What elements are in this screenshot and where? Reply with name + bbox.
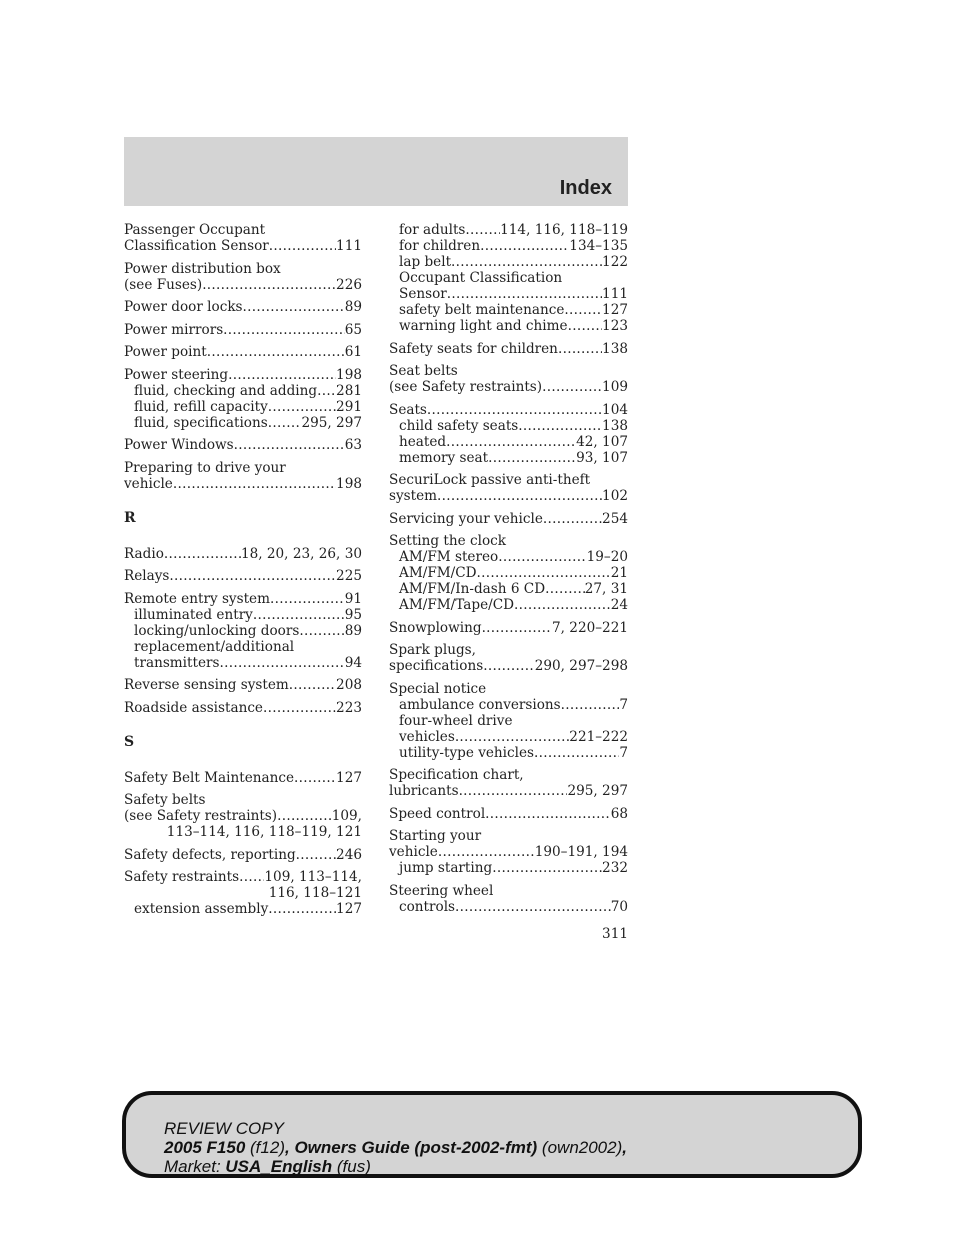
entry-term: warning light and chime	[399, 318, 568, 334]
page-reference: 138	[602, 417, 628, 434]
page-reference: 295, 297	[301, 414, 362, 431]
page-reference: 138	[602, 340, 628, 357]
page-reference: 24	[610, 597, 628, 613]
page-reference: 104	[602, 401, 628, 418]
page-reference: 113–114, 116, 118–119, 121	[166, 824, 362, 840]
page-reference: 70	[610, 898, 628, 915]
dot-leader	[480, 238, 569, 254]
entry-term: extension assembly	[134, 901, 269, 917]
dot-leader	[561, 697, 620, 713]
entry-term: Setting the clock	[389, 533, 506, 549]
page-reference: 61	[344, 344, 362, 360]
entry-term: Specification chart,	[389, 767, 524, 783]
dot-leader	[296, 847, 336, 863]
entry-term: (see Safety restraints)	[124, 808, 278, 824]
entry-term: Spark plugs,	[389, 642, 476, 658]
index-entry	[389, 642, 628, 674]
dot-leader	[543, 511, 602, 527]
page-reference: 246	[336, 846, 362, 863]
entry-term: Reverse sensing system	[124, 677, 289, 693]
index-subentry	[124, 623, 362, 639]
index-entry-continuation	[124, 824, 362, 840]
page-reference: 18, 20, 23, 26, 30	[240, 545, 362, 562]
entry-term: lubricants	[389, 783, 459, 799]
index-entry-line	[389, 341, 628, 357]
page-reference: 198	[336, 366, 362, 383]
index-entry-line	[124, 322, 362, 338]
index-entry	[389, 767, 628, 799]
entry-term: four-wheel drive	[399, 712, 513, 729]
index-entry-line	[389, 828, 628, 844]
entry-term: Power point	[124, 344, 207, 360]
index-entry	[124, 299, 362, 315]
index-entry-line	[124, 238, 362, 254]
page-reference: 225	[336, 568, 362, 584]
index-entry-line	[389, 488, 628, 504]
entry-term: (see Safety restraints)	[389, 379, 543, 395]
page-reference: 27, 31	[584, 581, 628, 597]
index-entry-continuation	[124, 885, 362, 901]
dot-leader	[451, 254, 602, 270]
index-entry-line	[389, 472, 628, 488]
entry-term: Safety belts	[124, 792, 206, 808]
dot-leader	[558, 341, 602, 357]
index-entry-line	[124, 591, 362, 607]
index-entry	[124, 546, 362, 562]
page-reference: 68	[610, 805, 628, 822]
entry-term: Classification Sensor	[124, 238, 269, 254]
dot-leader	[228, 367, 336, 383]
entry-term: utility-type vehicles	[399, 744, 535, 761]
dot-leader	[239, 869, 264, 885]
page-reference: 7	[619, 696, 628, 713]
page-reference: 114, 116, 118–119	[500, 222, 628, 238]
index-entry	[124, 222, 362, 254]
index-entry	[389, 222, 628, 334]
page-number: 311	[602, 926, 628, 942]
index-entry	[389, 511, 628, 527]
dot-leader	[268, 399, 336, 415]
entry-term: vehicle	[124, 475, 173, 492]
entry-term: AM/FM/CD	[399, 565, 477, 581]
entry-term: (see Fuses)	[124, 276, 203, 293]
index-column-left	[124, 222, 362, 924]
index-subentry	[389, 302, 628, 318]
index-entry	[124, 847, 362, 863]
index-entry-line	[124, 222, 362, 238]
index-entry-line	[124, 476, 362, 492]
index-subentry	[389, 899, 628, 915]
entry-term: Seats	[389, 401, 427, 418]
page-reference: 109,	[331, 808, 362, 824]
index-entry-line	[389, 658, 628, 674]
index-subentry	[389, 597, 628, 613]
index-entry	[124, 677, 362, 693]
dot-leader	[173, 476, 336, 492]
index-entry	[389, 828, 628, 876]
index-entry	[124, 869, 362, 917]
index-subentry	[389, 418, 628, 434]
entry-term: controls	[399, 898, 456, 915]
page-reference: 123	[602, 318, 628, 334]
index-subentry	[124, 607, 362, 623]
entry-term: transmitters	[134, 654, 220, 671]
page-reference: 111	[336, 238, 362, 254]
index-entry	[124, 770, 362, 786]
dot-leader	[488, 450, 576, 466]
dot-leader	[514, 597, 611, 613]
entry-term: illuminated entry	[134, 606, 253, 623]
entry-term: ambulance conversions	[399, 696, 561, 713]
index-entry-line	[389, 883, 628, 899]
dot-leader	[437, 488, 602, 504]
dot-leader	[477, 565, 611, 581]
index-subentry	[389, 713, 628, 729]
entry-term: replacement/additional	[134, 638, 295, 655]
index-entry-line	[389, 533, 628, 549]
index-entry-line	[124, 367, 362, 383]
index-entry-line	[124, 792, 362, 808]
index-entry	[389, 533, 628, 613]
dot-leader	[455, 729, 569, 745]
entry-term: fluid, specifications	[134, 414, 268, 431]
dot-leader	[564, 302, 602, 318]
index-entry-line	[124, 677, 362, 693]
entry-term: vehicles	[399, 728, 455, 745]
page-reference: 21	[610, 565, 628, 581]
entry-term: Starting your	[389, 828, 482, 844]
footer-text	[164, 1119, 627, 1176]
index-entry	[124, 322, 362, 338]
page-reference: 254	[602, 510, 628, 527]
dot-leader	[447, 286, 602, 302]
entry-term: heated	[399, 433, 447, 450]
page-reference: 109	[602, 379, 628, 395]
dot-leader	[485, 806, 611, 822]
entry-term: for adults	[399, 222, 466, 238]
entry-term: Safety defects, reporting	[124, 846, 296, 863]
dot-leader	[299, 623, 344, 639]
footer-model-line: 2005 F150 (f12), Owners Guide (post-2002-fmt) (own2002),	[164, 1138, 627, 1157]
entry-term: system	[389, 488, 438, 504]
entry-term: AM/FM/Tape/CD	[399, 597, 514, 613]
index-subentry	[389, 860, 628, 876]
dot-leader	[277, 808, 332, 824]
page-reference: 190–191, 194	[534, 844, 628, 860]
dot-leader	[269, 238, 336, 254]
index-subentry	[124, 639, 362, 655]
index-subentry	[389, 286, 628, 302]
dot-leader	[542, 379, 602, 395]
index-entry	[389, 883, 628, 915]
header-band	[124, 137, 628, 206]
index-entry-line	[389, 620, 628, 636]
entry-term: child safety seats	[399, 417, 519, 434]
index-subentry	[389, 318, 628, 334]
index-entry-line	[124, 299, 362, 315]
entry-term: Servicing your vehicle	[389, 510, 543, 527]
index-entry	[124, 591, 362, 671]
page-reference: 95	[344, 606, 362, 623]
entry-term: locking/unlocking doors	[134, 622, 300, 639]
page-reference: 65	[344, 321, 362, 338]
page-reference: 281	[336, 382, 362, 399]
index-subentry	[124, 399, 362, 415]
dot-leader	[492, 860, 602, 876]
entry-term: Steering wheel	[389, 882, 494, 899]
dot-leader	[534, 745, 619, 761]
dot-leader	[253, 607, 345, 623]
index-subentry	[124, 383, 362, 399]
page-title: Index	[559, 177, 612, 199]
page-reference: 89	[344, 622, 362, 639]
index-entry	[124, 460, 362, 492]
page-reference: 223	[336, 699, 362, 716]
index-entry-line	[124, 770, 362, 786]
index-subentry	[124, 415, 362, 431]
dot-leader	[289, 677, 336, 693]
index-entry-line	[124, 344, 362, 360]
index-entry	[124, 568, 362, 584]
index-entry-line	[124, 437, 362, 453]
dot-leader	[207, 344, 345, 360]
entry-term: Occupant Classification	[399, 270, 563, 286]
page-reference: 91	[344, 590, 362, 607]
index-entry	[389, 620, 628, 636]
index-entry	[124, 700, 362, 716]
footer-review-copy: REVIEW COPY	[164, 1119, 284, 1138]
footer-market-line: Market: USA_English (fus)	[164, 1157, 371, 1176]
entry-term: SecuriLock passive anti-theft	[389, 472, 591, 488]
entry-term: Special notice	[389, 680, 487, 697]
entry-term: fluid, checking and adding	[134, 382, 318, 399]
index-entry-line	[124, 261, 362, 277]
dot-leader	[545, 581, 585, 597]
index-entry	[389, 681, 628, 761]
index-subentry	[389, 222, 628, 238]
page-reference: 122	[602, 254, 628, 270]
index-entry	[389, 402, 628, 466]
dot-leader	[518, 418, 602, 434]
index-entry	[124, 261, 362, 293]
page-reference: 116, 118–121	[268, 885, 362, 901]
dot-leader	[219, 655, 344, 671]
dot-leader	[268, 415, 302, 431]
dot-leader	[455, 899, 611, 915]
index-subentry	[124, 655, 362, 671]
page-reference: 7, 220–221	[552, 619, 628, 636]
dot-leader	[268, 901, 336, 917]
page-reference: 89	[344, 299, 362, 315]
index-entry-line	[124, 808, 362, 824]
dot-leader	[270, 591, 345, 607]
index-subentry	[389, 697, 628, 713]
index-subentry	[389, 434, 628, 450]
dot-leader	[223, 322, 345, 338]
page-reference: 63	[344, 437, 362, 453]
index-entry-line	[124, 568, 362, 584]
page-reference: 109, 113–114,	[264, 869, 362, 885]
dot-leader	[263, 700, 336, 716]
entry-term: Power Windows	[124, 437, 234, 453]
page-reference: 42, 107	[576, 433, 628, 450]
page-reference: 7	[619, 744, 628, 761]
index-entry	[389, 472, 628, 504]
dot-leader	[169, 568, 336, 584]
entry-term: jump starting	[399, 860, 493, 876]
dot-leader	[294, 770, 336, 786]
index-subentry	[389, 565, 628, 581]
page-reference: 134–135	[569, 238, 628, 254]
dot-leader	[427, 402, 602, 418]
index-entry-line	[389, 681, 628, 697]
dot-leader	[202, 277, 336, 293]
entry-term: Radio	[124, 545, 164, 562]
page-reference: 19–20	[586, 549, 628, 565]
page-reference: 295, 297	[567, 783, 628, 799]
dot-leader	[459, 783, 568, 799]
dot-leader	[317, 383, 336, 399]
entry-term: Passenger Occupant	[124, 222, 266, 238]
index-entry	[389, 363, 628, 395]
dot-leader	[243, 299, 345, 315]
entry-term: Power door locks	[124, 299, 243, 315]
page-reference: 93, 107	[576, 449, 628, 466]
index-entry-line	[389, 363, 628, 379]
page-reference: 127	[602, 302, 628, 318]
dot-leader	[483, 658, 535, 674]
page-reference: 290, 297–298	[534, 658, 628, 674]
entry-term: vehicle	[389, 844, 438, 860]
index-entry-line	[124, 546, 362, 562]
entry-term: Roadside assistance	[124, 699, 263, 716]
index-column-right	[389, 222, 628, 921]
dot-leader	[234, 437, 345, 453]
index-entry-line	[389, 806, 628, 822]
index-entry	[124, 367, 362, 431]
index-entry-line	[124, 869, 362, 885]
entry-term: Sensor	[399, 286, 447, 302]
index-subentry	[389, 581, 628, 597]
page-reference: 127	[336, 769, 362, 786]
index-entry	[389, 806, 628, 822]
page-reference: 198	[336, 475, 362, 492]
index-subentry	[124, 901, 362, 917]
dot-leader	[498, 549, 586, 565]
section-letter: S	[124, 733, 135, 750]
dot-leader	[164, 546, 241, 562]
entry-term: specifications	[389, 658, 484, 674]
entry-term: memory seat	[399, 449, 489, 466]
index-subentry	[389, 745, 628, 761]
dot-leader	[568, 318, 602, 334]
index-subentry	[389, 238, 628, 254]
entry-term: safety belt maintenance	[399, 302, 565, 318]
entry-term: Power distribution box	[124, 260, 281, 277]
entry-term: fluid, refill capacity	[134, 398, 268, 415]
index-entry-line	[389, 844, 628, 860]
index-entry-line	[124, 847, 362, 863]
dot-leader	[482, 620, 552, 636]
index-subentry	[389, 254, 628, 270]
index-entry	[124, 344, 362, 360]
entry-term: Safety seats for children	[389, 340, 558, 357]
review-copy-footer	[122, 1091, 862, 1178]
entry-term: Speed control	[389, 805, 486, 822]
index-entry-line	[389, 767, 628, 783]
index-entry-line	[124, 277, 362, 293]
index-subentry	[389, 549, 628, 565]
page-reference: 232	[602, 860, 628, 876]
entry-term: Seat belts	[389, 363, 458, 379]
page-reference: 221–222	[569, 728, 628, 745]
entry-term: Power mirrors	[124, 321, 224, 338]
index-entry-line	[389, 402, 628, 418]
index-entry	[124, 437, 362, 453]
dot-leader	[438, 844, 535, 860]
index-entry-line	[124, 700, 362, 716]
page-reference: 102	[602, 488, 628, 504]
index-subentry	[389, 270, 628, 286]
page-reference: 127	[336, 901, 362, 917]
dot-leader	[446, 434, 576, 450]
page-reference: 291	[336, 398, 362, 415]
dot-leader	[465, 222, 500, 238]
entry-term: Power steering	[124, 366, 229, 383]
index-entry-line	[389, 511, 628, 527]
index-subentry	[389, 729, 628, 745]
page-reference: 111	[602, 286, 628, 302]
index-entry	[389, 341, 628, 357]
index-entry	[124, 792, 362, 840]
index-entry-line	[389, 379, 628, 395]
index-entry-line	[389, 783, 628, 799]
entry-term: Safety Belt Maintenance	[124, 769, 295, 786]
index-entry-line	[124, 460, 362, 476]
page-reference: 226	[336, 276, 362, 293]
index-entry-line	[389, 642, 628, 658]
page-reference: 208	[336, 677, 362, 693]
page-reference: 94	[344, 654, 362, 671]
entry-term: AM/FM/In-dash 6 CD	[399, 581, 546, 597]
index-subentry	[389, 450, 628, 466]
entry-term: Relays	[124, 568, 170, 584]
entry-term: AM/FM stereo	[399, 549, 499, 565]
entry-term: for children	[399, 238, 481, 254]
entry-term: lap belt	[399, 254, 452, 270]
entry-term: Preparing to drive your	[124, 459, 286, 476]
entry-term: Safety restraints	[124, 869, 240, 885]
entry-term: Remote entry system	[124, 590, 270, 607]
entry-term: Snowplowing	[389, 619, 482, 636]
section-letter: R	[124, 509, 136, 526]
